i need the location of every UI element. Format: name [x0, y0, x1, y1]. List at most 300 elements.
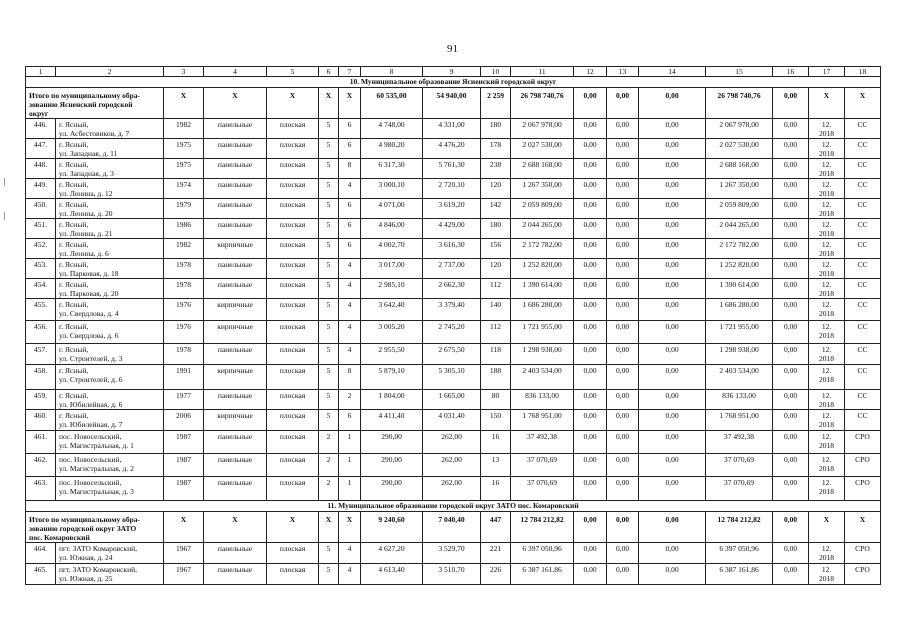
value-cell-col-12: 0,00: [574, 344, 607, 365]
cost-cell-col-15: 2 403 534,00: [706, 365, 773, 390]
year-cell: 1982: [164, 239, 204, 259]
row-number-cell: 457.: [26, 344, 56, 365]
deadline-cell: 12. 2018: [809, 321, 845, 344]
area-cell-col-9: 262,00: [423, 477, 481, 501]
floors-cell: 5: [319, 321, 339, 344]
deadline-cell: 12. 2018: [809, 259, 845, 279]
address-cell: г. Ясный, ул. Асбестовиков, д. 7: [56, 119, 164, 139]
residents-cell: 112: [481, 279, 511, 299]
total-label: Итого по муниципальному обра- зованию городской округ ЗАТО пос. Комаровский: [26, 512, 164, 543]
value-cell-col-12: 0,00: [574, 199, 607, 219]
year-cell: 1978: [164, 259, 204, 279]
residents-cell: 120: [481, 179, 511, 199]
column-number: 15: [706, 67, 773, 77]
table-row: [26, 365, 881, 390]
value-cell-col-13: 0,00: [607, 512, 639, 543]
address-cell: пос. Новосельский, ул. Магистральная, д. 1: [56, 431, 164, 454]
residents-cell: 178: [481, 139, 511, 159]
floors-cell: 5: [319, 239, 339, 259]
roof-type-cell: плоская: [267, 543, 319, 564]
address-cell: г. Ясный, ул. Юбилейная, д. 7: [56, 410, 164, 431]
area-cell-col-8: 4 748,00: [361, 119, 423, 139]
row-number-cell: 452.: [26, 239, 56, 259]
section-row: [26, 501, 881, 512]
address-cell: г. Ясный, ул. Строителей, д. 6: [56, 365, 164, 390]
value-cell-col-13: 0,00: [607, 159, 639, 179]
floors-cell: X: [319, 512, 339, 543]
value-cell-col-12: 0,00: [574, 279, 607, 299]
deadline-cell: 12. 2018: [809, 365, 845, 390]
table-row: [26, 259, 881, 279]
value-cell-col-14: 0,00: [639, 219, 706, 239]
cost-cell-col-11: 2 059 809,00: [511, 199, 574, 219]
entrances-cell: 8: [339, 365, 361, 390]
floors-cell: 5: [319, 365, 339, 390]
year-cell: 1979: [164, 199, 204, 219]
entrances-cell: 1: [339, 431, 361, 454]
type-cell: СС: [845, 159, 881, 179]
type-cell: СС: [845, 119, 881, 139]
cost-cell-col-15: 1 390 614,00: [706, 279, 773, 299]
value-cell-col-16: 0,00: [773, 512, 809, 543]
value-cell-col-12: 0,00: [574, 299, 607, 321]
table-row: [26, 564, 881, 585]
address-cell: г. Ясный, ул. Ленина, д. 20: [56, 199, 164, 219]
area-cell-col-9: 4 331,00: [423, 119, 481, 139]
residents-cell: 2 259: [481, 88, 511, 119]
entrances-cell: 4: [339, 179, 361, 199]
residents-cell: 142: [481, 199, 511, 219]
year-cell: 1987: [164, 454, 204, 477]
residents-cell: 180: [481, 119, 511, 139]
value-cell-col-16: 0,00: [773, 299, 809, 321]
wall-material-cell: панельные: [204, 477, 267, 501]
address-cell: г. Ясный, ул. Парковая, д. 18: [56, 259, 164, 279]
row-number-cell: 462.: [26, 454, 56, 477]
table-row: [26, 431, 881, 454]
value-cell-col-14: 0,00: [639, 279, 706, 299]
deadline-cell: 12. 2018: [809, 199, 845, 219]
entrances-cell: 4: [339, 259, 361, 279]
roof-type-cell: плоская: [267, 119, 319, 139]
residents-cell: 447: [481, 512, 511, 543]
column-number: 11: [511, 67, 574, 77]
roof-type-cell: X: [267, 512, 319, 543]
table-row: [26, 139, 881, 159]
table-row: [26, 543, 881, 564]
wall-material-cell: панельные: [204, 259, 267, 279]
area-cell-col-8: 2 985,10: [361, 279, 423, 299]
column-number: 17: [809, 67, 845, 77]
column-number: 6: [319, 67, 339, 77]
value-cell-col-13: 0,00: [607, 279, 639, 299]
type-cell: СС: [845, 199, 881, 219]
cost-cell-col-15: 6 397 050,96: [706, 543, 773, 564]
area-cell-col-9: 3 379,40: [423, 299, 481, 321]
cost-cell-col-11: 2 027 530,00: [511, 139, 574, 159]
cost-cell-col-11: 836 133,00: [511, 390, 574, 410]
wall-material-cell: кирпичные: [204, 321, 267, 344]
value-cell-col-12: 0,00: [574, 239, 607, 259]
area-cell-col-9: 3 510,70: [423, 564, 481, 585]
entrances-cell: 1: [339, 454, 361, 477]
cost-cell-col-15: 2 688 168,00: [706, 159, 773, 179]
area-cell-col-9: 2 720,10: [423, 179, 481, 199]
value-cell-col-13: 0,00: [607, 139, 639, 159]
value-cell-col-13: 0,00: [607, 564, 639, 585]
type-cell: СРО: [845, 431, 881, 454]
area-cell-col-9: 4 476,20: [423, 139, 481, 159]
address-cell: г. Ясный, ул. Ленина, д. 6: [56, 239, 164, 259]
residents-cell: 180: [481, 219, 511, 239]
entrances-cell: 4: [339, 344, 361, 365]
deadline-cell: X: [809, 88, 845, 119]
entrances-cell: 4: [339, 564, 361, 585]
cost-cell-col-11: 26 798 740,76: [511, 88, 574, 119]
deadline-cell: 12. 2018: [809, 431, 845, 454]
roof-type-cell: X: [267, 88, 319, 119]
year-cell: X: [164, 88, 204, 119]
address-cell: г. Ясный, ул. Юбилейная, д. 6: [56, 390, 164, 410]
area-cell-col-9: 54 940,00: [423, 88, 481, 119]
value-cell-col-16: 0,00: [773, 179, 809, 199]
cost-cell-col-11: 2 688 168,00: [511, 159, 574, 179]
column-number: 13: [607, 67, 639, 77]
area-cell-col-8: 5 879,10: [361, 365, 423, 390]
value-cell-col-13: 0,00: [607, 365, 639, 390]
deadline-cell: 12. 2018: [809, 179, 845, 199]
roof-type-cell: плоская: [267, 139, 319, 159]
entrances-cell: 6: [339, 410, 361, 431]
value-cell-col-16: 0,00: [773, 279, 809, 299]
column-number: 12: [574, 67, 607, 77]
value-cell-col-12: 0,00: [574, 543, 607, 564]
value-cell-col-12: 0,00: [574, 410, 607, 431]
year-cell: 1987: [164, 431, 204, 454]
value-cell-col-13: 0,00: [607, 259, 639, 279]
floors-cell: X: [319, 88, 339, 119]
wall-material-cell: кирпичные: [204, 239, 267, 259]
year-cell: 1975: [164, 159, 204, 179]
value-cell-col-12: 0,00: [574, 139, 607, 159]
roof-type-cell: плоская: [267, 279, 319, 299]
value-cell-col-16: 0,00: [773, 239, 809, 259]
roof-type-cell: плоская: [267, 344, 319, 365]
entrances-cell: 6: [339, 199, 361, 219]
cost-cell-col-15: 2 059 809,00: [706, 199, 773, 219]
area-cell-col-9: 2 745,20: [423, 321, 481, 344]
area-cell-col-9: 3 616,30: [423, 239, 481, 259]
residents-cell: 238: [481, 159, 511, 179]
value-cell-col-13: 0,00: [607, 299, 639, 321]
value-cell-col-14: 0,00: [639, 179, 706, 199]
roof-type-cell: плоская: [267, 477, 319, 501]
value-cell-col-16: 0,00: [773, 344, 809, 365]
residents-cell: 120: [481, 259, 511, 279]
cost-cell-col-11: 2 403 534,00: [511, 365, 574, 390]
wall-material-cell: панельные: [204, 119, 267, 139]
wall-material-cell: панельные: [204, 219, 267, 239]
residents-cell: 118: [481, 344, 511, 365]
address-cell: г. Ясный, ул. Свердлова, д. 4: [56, 299, 164, 321]
type-cell: СС: [845, 365, 881, 390]
value-cell-col-13: 0,00: [607, 543, 639, 564]
deadline-cell: 12. 2018: [809, 477, 845, 501]
wall-material-cell: панельные: [204, 431, 267, 454]
deadline-cell: 12. 2018: [809, 219, 845, 239]
column-number: 10: [481, 67, 511, 77]
row-number-cell: 463.: [26, 477, 56, 501]
row-number-cell: 458.: [26, 365, 56, 390]
area-cell-col-9: 2 675,50: [423, 344, 481, 365]
type-cell: X: [845, 512, 881, 543]
floors-cell: 5: [319, 119, 339, 139]
scan-mark: [4, 212, 5, 220]
value-cell-col-12: 0,00: [574, 321, 607, 344]
value-cell-col-13: 0,00: [607, 239, 639, 259]
table-row: [26, 344, 881, 365]
roof-type-cell: плоская: [267, 410, 319, 431]
entrances-cell: 6: [339, 219, 361, 239]
year-cell: 1967: [164, 564, 204, 585]
entrances-cell: 2: [339, 390, 361, 410]
value-cell-col-13: 0,00: [607, 321, 639, 344]
cost-cell-col-11: 37 070,69: [511, 477, 574, 501]
type-cell: СС: [845, 344, 881, 365]
cost-cell-col-11: 6 397 050,96: [511, 543, 574, 564]
area-cell-col-8: 3 005,20: [361, 321, 423, 344]
cost-cell-col-15: 37 492,38: [706, 431, 773, 454]
wall-material-cell: панельные: [204, 159, 267, 179]
value-cell-col-14: 0,00: [639, 119, 706, 139]
value-cell-col-12: 0,00: [574, 219, 607, 239]
roof-type-cell: плоская: [267, 179, 319, 199]
row-number-cell: 450.: [26, 199, 56, 219]
area-cell-col-9: 5 305,10: [423, 365, 481, 390]
area-cell-col-8: 3 017,00: [361, 259, 423, 279]
cost-cell-col-15: 1 721 955,00: [706, 321, 773, 344]
residents-cell: 112: [481, 321, 511, 344]
value-cell-col-16: 0,00: [773, 321, 809, 344]
floors-cell: 5: [319, 390, 339, 410]
floors-cell: 5: [319, 564, 339, 585]
area-cell-col-8: 4 980,20: [361, 139, 423, 159]
value-cell-col-16: 0,00: [773, 199, 809, 219]
value-cell-col-16: 0,00: [773, 410, 809, 431]
type-cell: СС: [845, 219, 881, 239]
row-number-cell: 446.: [26, 119, 56, 139]
year-cell: 1978: [164, 344, 204, 365]
year-cell: 1976: [164, 321, 204, 344]
value-cell-col-16: 0,00: [773, 365, 809, 390]
deadline-cell: 12. 2018: [809, 299, 845, 321]
area-cell-col-9: 4 031,40: [423, 410, 481, 431]
row-number-cell: 454.: [26, 279, 56, 299]
year-cell: 1991: [164, 365, 204, 390]
value-cell-col-13: 0,00: [607, 219, 639, 239]
area-cell-col-8: 6 317,30: [361, 159, 423, 179]
area-cell-col-8: 290,00: [361, 477, 423, 501]
roof-type-cell: плоская: [267, 299, 319, 321]
entrances-cell: X: [339, 88, 361, 119]
floors-cell: 5: [319, 410, 339, 431]
roof-type-cell: плоская: [267, 454, 319, 477]
row-number-cell: 460.: [26, 410, 56, 431]
column-number: 9: [423, 67, 481, 77]
table-row: [26, 159, 881, 179]
wall-material-cell: X: [204, 512, 267, 543]
roof-type-cell: плоская: [267, 199, 319, 219]
type-cell: СС: [845, 259, 881, 279]
row-number-cell: 456.: [26, 321, 56, 344]
floors-cell: 5: [319, 543, 339, 564]
address-cell: г. Ясный, ул. Парковая, д. 20: [56, 279, 164, 299]
residents-cell: 80: [481, 390, 511, 410]
scan-mark: [4, 178, 5, 186]
value-cell-col-13: 0,00: [607, 119, 639, 139]
value-cell-col-12: 0,00: [574, 259, 607, 279]
year-cell: 1986: [164, 219, 204, 239]
floors-cell: 5: [319, 139, 339, 159]
column-number: 14: [639, 67, 706, 77]
table-row: [26, 199, 881, 219]
value-cell-col-12: 0,00: [574, 159, 607, 179]
wall-material-cell: панельные: [204, 454, 267, 477]
value-cell-col-12: 0,00: [574, 454, 607, 477]
row-number-cell: 461.: [26, 431, 56, 454]
deadline-cell: 12. 2018: [809, 543, 845, 564]
value-cell-col-16: 0,00: [773, 259, 809, 279]
deadline-cell: 12. 2018: [809, 139, 845, 159]
residents-cell: 140: [481, 299, 511, 321]
value-cell-col-12: 0,00: [574, 564, 607, 585]
total-row: [26, 512, 881, 543]
cost-cell-col-15: 2 027 530,00: [706, 139, 773, 159]
floors-cell: 5: [319, 199, 339, 219]
floors-cell: 2: [319, 477, 339, 501]
cost-cell-col-15: 1 267 350,00: [706, 179, 773, 199]
area-cell-col-8: 3 642,40: [361, 299, 423, 321]
cost-cell-col-11: 2 044 265,00: [511, 219, 574, 239]
value-cell-col-14: 0,00: [639, 259, 706, 279]
roof-type-cell: плоская: [267, 239, 319, 259]
value-cell-col-14: 0,00: [639, 139, 706, 159]
area-cell-col-9: 262,00: [423, 431, 481, 454]
column-number: 5: [267, 67, 319, 77]
entrances-cell: 1: [339, 477, 361, 501]
value-cell-col-12: 0,00: [574, 88, 607, 119]
row-number-cell: 449.: [26, 179, 56, 199]
entrances-cell: 4: [339, 543, 361, 564]
value-cell-col-16: 0,00: [773, 477, 809, 501]
value-cell-col-13: 0,00: [607, 88, 639, 119]
row-number-cell: 464.: [26, 543, 56, 564]
row-number-cell: 447.: [26, 139, 56, 159]
value-cell-col-12: 0,00: [574, 119, 607, 139]
year-cell: 1987: [164, 477, 204, 501]
value-cell-col-16: 0,00: [773, 88, 809, 119]
address-cell: пос. Новосельский, ул. Магистральная, д. 3: [56, 477, 164, 501]
value-cell-col-14: 0,00: [639, 477, 706, 501]
table-row: [26, 477, 881, 501]
deadline-cell: 12. 2018: [809, 344, 845, 365]
cost-cell-col-15: 6 387 161,86: [706, 564, 773, 585]
area-cell-col-9: 4 429,00: [423, 219, 481, 239]
table-row: [26, 321, 881, 344]
area-cell-col-8: 4 071,00: [361, 199, 423, 219]
roof-type-cell: плоская: [267, 431, 319, 454]
roof-type-cell: плоская: [267, 564, 319, 585]
residents-cell: 150: [481, 410, 511, 431]
wall-material-cell: панельные: [204, 564, 267, 585]
row-number-cell: 465.: [26, 564, 56, 585]
table-row: [26, 410, 881, 431]
value-cell-col-16: 0,00: [773, 119, 809, 139]
year-cell: 1982: [164, 119, 204, 139]
entrances-cell: 6: [339, 139, 361, 159]
total-row: [26, 88, 881, 119]
value-cell-col-14: 0,00: [639, 159, 706, 179]
column-number: 8: [361, 67, 423, 77]
value-cell-col-13: 0,00: [607, 344, 639, 365]
entrances-cell: 4: [339, 279, 361, 299]
value-cell-col-13: 0,00: [607, 390, 639, 410]
year-cell: 1967: [164, 543, 204, 564]
address-cell: г. Ясный, ул. Западная, д. 3: [56, 159, 164, 179]
area-cell-col-8: 4 613,40: [361, 564, 423, 585]
area-cell-col-8: 290,00: [361, 431, 423, 454]
table-row: [26, 119, 881, 139]
year-cell: 1975: [164, 139, 204, 159]
entrances-cell: 4: [339, 299, 361, 321]
value-cell-col-16: 0,00: [773, 564, 809, 585]
column-number: 1: [26, 67, 56, 77]
address-cell: пос. Новосельский, ул. Магистральная, д. 2: [56, 454, 164, 477]
area-cell-col-9: 2 737,00: [423, 259, 481, 279]
column-number: 7: [339, 67, 361, 77]
value-cell-col-13: 0,00: [607, 410, 639, 431]
wall-material-cell: X: [204, 88, 267, 119]
cost-cell-col-11: 1 267 350,00: [511, 179, 574, 199]
cost-cell-col-15: 1 686 280,00: [706, 299, 773, 321]
floors-cell: 5: [319, 279, 339, 299]
year-cell: X: [164, 512, 204, 543]
cost-cell-col-15: 1 768 951,00: [706, 410, 773, 431]
year-cell: 1974: [164, 179, 204, 199]
column-number: 4: [204, 67, 267, 77]
row-number-cell: 451.: [26, 219, 56, 239]
cost-cell-col-11: 1 768 951,00: [511, 410, 574, 431]
entrances-cell: 6: [339, 119, 361, 139]
cost-cell-col-11: 1 686 280,00: [511, 299, 574, 321]
roof-type-cell: плоская: [267, 365, 319, 390]
deadline-cell: 12. 2018: [809, 390, 845, 410]
residents-cell: 188: [481, 365, 511, 390]
entrances-cell: 6: [339, 239, 361, 259]
value-cell-col-13: 0,00: [607, 199, 639, 219]
table-row: [26, 239, 881, 259]
value-cell-col-14: 0,00: [639, 410, 706, 431]
area-cell-col-8: 3 000,10: [361, 179, 423, 199]
value-cell-col-12: 0,00: [574, 477, 607, 501]
entrances-cell: 8: [339, 159, 361, 179]
row-number-cell: 455.: [26, 299, 56, 321]
table-row: [26, 279, 881, 299]
floors-cell: 5: [319, 159, 339, 179]
floors-cell: 5: [319, 179, 339, 199]
area-cell-col-9: 3 529,70: [423, 543, 481, 564]
column-number: 18: [845, 67, 881, 77]
